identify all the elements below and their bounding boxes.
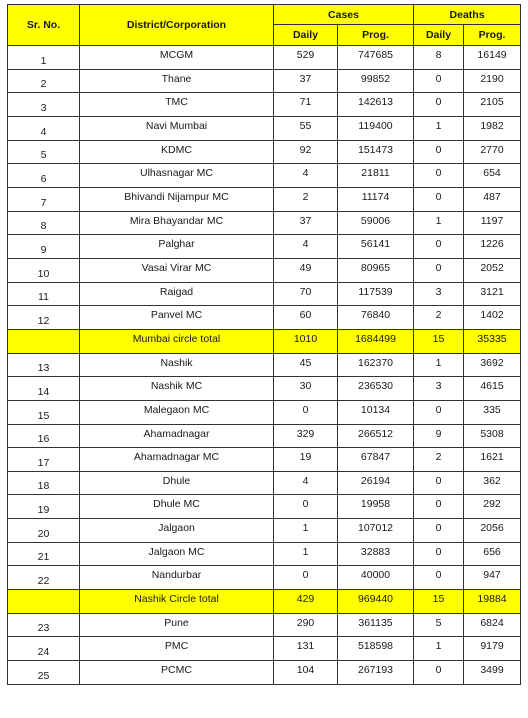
sr-no-cell: 10 <box>8 258 80 282</box>
cases-daily-cell: 429 <box>274 590 338 614</box>
cases-header: Cases <box>274 5 414 25</box>
deaths-daily-cell: 0 <box>414 661 464 685</box>
table-row <box>8 613 521 637</box>
cases-daily-cell: 4 <box>274 164 338 188</box>
cases-prog-cell: 107012 <box>338 519 414 543</box>
deaths-daily-cell: 1 <box>414 211 464 235</box>
cases-daily-header: Daily <box>274 25 338 46</box>
deaths-daily-cell: 0 <box>414 93 464 117</box>
cases-prog-cell: 142613 <box>338 93 414 117</box>
deaths-daily-cell: 1 <box>414 116 464 140</box>
deaths-daily-cell: 1 <box>414 353 464 377</box>
deaths-prog-cell: 5308 <box>464 424 521 448</box>
deaths-daily-cell: 1 <box>414 637 464 661</box>
district-header: District/Corporation <box>80 5 274 46</box>
table-row <box>8 164 521 188</box>
district-cell: Raigad <box>80 282 274 306</box>
cases-daily-cell: 60 <box>274 306 338 330</box>
cases-daily-cell: 0 <box>274 566 338 590</box>
deaths-daily-cell: 8 <box>414 46 464 70</box>
district-cell: Ulhasnagar MC <box>80 164 274 188</box>
deaths-prog-cell: 654 <box>464 164 521 188</box>
sr-no-cell: 25 <box>8 661 80 685</box>
district-cell: Nashik Circle total <box>80 590 274 614</box>
deaths-prog-cell: 2056 <box>464 519 521 543</box>
cases-prog-cell: 67847 <box>338 448 414 472</box>
district-cell: Ahamadnagar <box>80 424 274 448</box>
cases-prog-cell: 32883 <box>338 542 414 566</box>
cases-daily-cell: 4 <box>274 235 338 259</box>
cases-daily-cell: 4 <box>274 471 338 495</box>
cases-daily-cell: 37 <box>274 211 338 235</box>
cases-prog-cell: 10134 <box>338 400 414 424</box>
table-row <box>8 211 521 235</box>
table-row <box>8 637 521 661</box>
sr-no-cell: 20 <box>8 519 80 543</box>
deaths-prog-cell: 3692 <box>464 353 521 377</box>
deaths-prog-cell: 487 <box>464 187 521 211</box>
deaths-daily-cell: 0 <box>414 400 464 424</box>
sr-no-cell: 9 <box>8 235 80 259</box>
table-row <box>8 542 521 566</box>
district-cell: KDMC <box>80 140 274 164</box>
district-cell: PCMC <box>80 661 274 685</box>
sr-no-cell <box>8 329 80 353</box>
deaths-daily-cell: 0 <box>414 542 464 566</box>
deaths-prog-cell: 2190 <box>464 69 521 93</box>
cases-prog-cell: 59006 <box>338 211 414 235</box>
sr-no-cell: 6 <box>8 164 80 188</box>
deaths-daily-cell: 9 <box>414 424 464 448</box>
sr-no-cell: 2 <box>8 69 80 93</box>
deaths-daily-cell: 0 <box>414 235 464 259</box>
deaths-prog-cell: 35335 <box>464 329 521 353</box>
sr-no-cell: 22 <box>8 566 80 590</box>
total-row <box>8 590 521 614</box>
cases-daily-cell: 37 <box>274 69 338 93</box>
table-row <box>8 235 521 259</box>
sr-no-cell: 13 <box>8 353 80 377</box>
sr-no-cell: 4 <box>8 116 80 140</box>
deaths-prog-cell: 9179 <box>464 637 521 661</box>
deaths-daily-cell: 3 <box>414 282 464 306</box>
deaths-prog-cell: 6824 <box>464 613 521 637</box>
sr-no-cell: 12 <box>8 306 80 330</box>
deaths-daily-cell: 0 <box>414 258 464 282</box>
deaths-prog-cell: 2105 <box>464 93 521 117</box>
total-row <box>8 329 521 353</box>
cases-prog-cell: 162370 <box>338 353 414 377</box>
deaths-daily-cell: 5 <box>414 613 464 637</box>
cases-prog-cell: 236530 <box>338 377 414 401</box>
deaths-prog-cell: 2052 <box>464 258 521 282</box>
district-cell: Vasai Virar MC <box>80 258 274 282</box>
cases-prog-cell: 969440 <box>338 590 414 614</box>
cases-daily-cell: 1 <box>274 542 338 566</box>
sr-no-cell: 18 <box>8 471 80 495</box>
table-row <box>8 661 521 685</box>
sr-no-cell: 1 <box>8 46 80 70</box>
district-cell: Navi Mumbai <box>80 116 274 140</box>
cases-daily-cell: 92 <box>274 140 338 164</box>
cases-prog-cell: 1684499 <box>338 329 414 353</box>
cases-daily-cell: 0 <box>274 400 338 424</box>
cases-daily-cell: 104 <box>274 661 338 685</box>
table-row <box>8 448 521 472</box>
sr-no-cell: 3 <box>8 93 80 117</box>
cases-daily-cell: 0 <box>274 495 338 519</box>
district-cell: Nashik <box>80 353 274 377</box>
cases-prog-cell: 21811 <box>338 164 414 188</box>
district-cell: Jalgaon <box>80 519 274 543</box>
cases-daily-cell: 49 <box>274 258 338 282</box>
cases-prog-cell: 119400 <box>338 116 414 140</box>
table-row <box>8 519 521 543</box>
district-cell: Mumbai circle total <box>80 329 274 353</box>
district-cell: Ahamadnagar MC <box>80 448 274 472</box>
table-row <box>8 282 521 306</box>
deaths-prog-cell: 1982 <box>464 116 521 140</box>
cases-daily-cell: 1 <box>274 519 338 543</box>
deaths-prog-cell: 3499 <box>464 661 521 685</box>
cases-daily-cell: 55 <box>274 116 338 140</box>
district-cases-table <box>7 4 521 685</box>
deaths-prog-cell: 1621 <box>464 448 521 472</box>
deaths-daily-cell: 2 <box>414 448 464 472</box>
cases-daily-cell: 2 <box>274 187 338 211</box>
cases-prog-cell: 11174 <box>338 187 414 211</box>
cases-daily-cell: 1010 <box>274 329 338 353</box>
cases-prog-cell: 56141 <box>338 235 414 259</box>
cases-daily-cell: 70 <box>274 282 338 306</box>
sr-no-cell: 14 <box>8 377 80 401</box>
deaths-prog-cell: 292 <box>464 495 521 519</box>
deaths-daily-cell: 0 <box>414 519 464 543</box>
cases-prog-cell: 266512 <box>338 424 414 448</box>
deaths-daily-cell: 0 <box>414 164 464 188</box>
sr-no-cell: 7 <box>8 187 80 211</box>
deaths-header: Deaths <box>414 5 521 25</box>
sr-no-cell: 16 <box>8 424 80 448</box>
deaths-prog-cell: 335 <box>464 400 521 424</box>
deaths-daily-cell: 0 <box>414 187 464 211</box>
cases-prog-cell: 80965 <box>338 258 414 282</box>
table-row <box>8 93 521 117</box>
district-cell: Dhule MC <box>80 495 274 519</box>
sr-no-cell: 15 <box>8 400 80 424</box>
district-cell: PMC <box>80 637 274 661</box>
deaths-prog-cell: 947 <box>464 566 521 590</box>
deaths-daily-cell: 0 <box>414 495 464 519</box>
cases-prog-cell: 76840 <box>338 306 414 330</box>
sr-no-cell: 19 <box>8 495 80 519</box>
cases-prog-cell: 117539 <box>338 282 414 306</box>
table-row <box>8 377 521 401</box>
cases-prog-cell: 19958 <box>338 495 414 519</box>
district-cell: Panvel MC <box>80 306 274 330</box>
table-row <box>8 471 521 495</box>
deaths-daily-cell: 15 <box>414 590 464 614</box>
deaths-prog-cell: 19884 <box>464 590 521 614</box>
deaths-prog-cell: 1197 <box>464 211 521 235</box>
deaths-prog-cell: 656 <box>464 542 521 566</box>
table-row <box>8 69 521 93</box>
district-cell: Nandurbar <box>80 566 274 590</box>
sr-no-header: Sr. No. <box>8 5 80 46</box>
table-row <box>8 116 521 140</box>
deaths-daily-cell: 0 <box>414 69 464 93</box>
district-cell: Dhule <box>80 471 274 495</box>
deaths-prog-cell: 362 <box>464 471 521 495</box>
cases-daily-cell: 131 <box>274 637 338 661</box>
deaths-prog-cell: 2770 <box>464 140 521 164</box>
table-row <box>8 495 521 519</box>
cases-prog-cell: 518598 <box>338 637 414 661</box>
sr-no-cell: 23 <box>8 613 80 637</box>
deaths-prog-cell: 16149 <box>464 46 521 70</box>
sr-no-cell: 24 <box>8 637 80 661</box>
deaths-daily-cell: 15 <box>414 329 464 353</box>
district-cell: MCGM <box>80 46 274 70</box>
district-cell: TMC <box>80 93 274 117</box>
sr-no-cell: 5 <box>8 140 80 164</box>
cases-prog-cell: 40000 <box>338 566 414 590</box>
district-cell: Nashik MC <box>80 377 274 401</box>
cases-prog-cell: 267193 <box>338 661 414 685</box>
cases-prog-cell: 361135 <box>338 613 414 637</box>
deaths-daily-cell: 0 <box>414 140 464 164</box>
table-row <box>8 187 521 211</box>
sr-no-cell <box>8 590 80 614</box>
sr-no-cell: 8 <box>8 211 80 235</box>
header-row-top <box>8 5 521 25</box>
district-cell: Bhivandi Nijampur MC <box>80 187 274 211</box>
cases-prog-header: Prog. <box>338 25 414 46</box>
table-row <box>8 306 521 330</box>
table-row <box>8 353 521 377</box>
cases-daily-cell: 19 <box>274 448 338 472</box>
cases-daily-cell: 71 <box>274 93 338 117</box>
district-cell: Jalgaon MC <box>80 542 274 566</box>
deaths-daily-cell: 0 <box>414 566 464 590</box>
district-cell: Palghar <box>80 235 274 259</box>
sr-no-cell: 17 <box>8 448 80 472</box>
deaths-prog-cell: 3121 <box>464 282 521 306</box>
deaths-daily-cell: 0 <box>414 471 464 495</box>
cases-daily-cell: 329 <box>274 424 338 448</box>
table-row <box>8 258 521 282</box>
deaths-daily-cell: 2 <box>414 306 464 330</box>
deaths-daily-header: Daily <box>414 25 464 46</box>
district-cell: Mira Bhayandar MC <box>80 211 274 235</box>
cases-prog-cell: 99852 <box>338 69 414 93</box>
district-cell: Pune <box>80 613 274 637</box>
deaths-prog-cell: 4615 <box>464 377 521 401</box>
table-row <box>8 140 521 164</box>
cases-prog-cell: 26194 <box>338 471 414 495</box>
table-row <box>8 566 521 590</box>
cases-prog-cell: 151473 <box>338 140 414 164</box>
district-cell: Thane <box>80 69 274 93</box>
deaths-prog-cell: 1226 <box>464 235 521 259</box>
cases-daily-cell: 529 <box>274 46 338 70</box>
table-row <box>8 424 521 448</box>
table-row <box>8 400 521 424</box>
deaths-prog-header: Prog. <box>464 25 521 46</box>
sr-no-cell: 21 <box>8 542 80 566</box>
cases-daily-cell: 30 <box>274 377 338 401</box>
sr-no-cell: 11 <box>8 282 80 306</box>
table-row <box>8 46 521 70</box>
cases-daily-cell: 290 <box>274 613 338 637</box>
deaths-daily-cell: 3 <box>414 377 464 401</box>
cases-prog-cell: 747685 <box>338 46 414 70</box>
cases-daily-cell: 45 <box>274 353 338 377</box>
district-cell: Malegaon MC <box>80 400 274 424</box>
deaths-prog-cell: 1402 <box>464 306 521 330</box>
